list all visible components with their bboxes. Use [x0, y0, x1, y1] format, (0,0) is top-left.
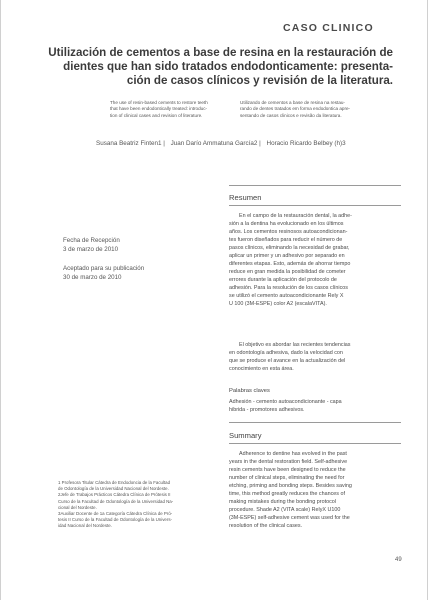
footnote-line: 3Auxiliar Docente de 1a Categoría Cátedra Clínica de Pró-: [58, 511, 173, 517]
divider: [229, 185, 401, 186]
keywords-heading: Palabras claves: [229, 388, 270, 394]
text-line: resin cements have been designed to reduce the: [229, 467, 346, 473]
text-line: etching, priming and bonding steps. Besides saving: [229, 483, 352, 489]
divider: [229, 422, 401, 423]
text-line: hibrida - promotores adhesivos.: [229, 407, 305, 413]
text-line: time, this method greatly reduces the chances of: [229, 491, 345, 497]
text-line: sión a la dentina ha evolucionado en los últimos: [229, 221, 344, 227]
portuguese-title-line: sentando de casos clinicos e revisão da literatura.: [240, 112, 342, 118]
resumen-paragraph-2: [229, 341, 399, 373]
summary-heading: Summary: [229, 431, 262, 440]
author: Susana Beatriz Finten1 |: [96, 140, 165, 147]
resumen-paragraph-1: [229, 212, 399, 308]
text-line: resolution of the clinical cases.: [229, 523, 303, 529]
footnote-line: Curso de la Facultad de Odontología de la Universidad Na-: [58, 498, 174, 504]
text-line: diferentes etapas. Esto, además de ahorrar tiempo: [229, 261, 351, 267]
text-line: aplicar un primer y un adhesivo por separado en: [229, 253, 345, 259]
text-line: years in the dental restoration field. Self-adhesive: [229, 459, 348, 465]
portuguese-title-line: rando de dentes tratados em forma endodontica apre-: [240, 106, 351, 112]
text-line: reduce en gran medida la posibilidad de cometer: [229, 269, 346, 275]
text-line: adhesión. Para la resolución de los casos clínicos: [229, 285, 348, 291]
footnote-line: cional del Nordeste.: [58, 504, 97, 510]
article-title: [40, 46, 393, 88]
english-title-line: that have been endodontically treated: introduc-: [110, 106, 208, 112]
reception-date-block: [63, 236, 183, 254]
text-line: se utilizó el cemento autoacondicionante Rely X: [229, 293, 344, 299]
footnote-line: 1 Profesora Titular Cátedra de Endodoncia de la Facultad: [58, 480, 171, 485]
text-line: Adherence to dentine has evolved in the past: [239, 451, 347, 457]
divider: [229, 443, 401, 444]
text-line: making mistakes during the bonding protocol: [229, 499, 336, 505]
reception-date: 3 de marzo de 2010: [63, 246, 119, 253]
reception-label: Fecha de Recepción: [63, 237, 120, 244]
text-line: Adhesión - cemento autoacondicionante - capa: [229, 399, 342, 405]
summary-paragraph: [229, 450, 399, 530]
acceptance-date: 30 de marzo de 2010: [63, 274, 122, 281]
title-line: ción de casos clínicos y revisión de la literatura.: [126, 74, 393, 87]
text-line: conocimiento en esta área.: [229, 366, 294, 372]
portuguese-title-line: Utilizando de cementos a base de resina na restau-: [240, 100, 345, 105]
left-page-edge: [0, 0, 1, 600]
keywords-text: [229, 398, 399, 414]
page-number: 49: [395, 557, 402, 563]
text-line: number of clinical steps, eliminating the need for: [229, 475, 345, 481]
text-line: procedure. Shade A2 (VITA scale) RelyX U100: [229, 507, 341, 513]
footnote-line: 2Jefe de Trabajos Prácticos Cátedra Clínica de Prótesis II: [58, 492, 171, 498]
portuguese-title: [240, 100, 396, 119]
title-line: Utilización de cementos a base de resina en la restauración de: [48, 46, 393, 59]
title-line: dientes que han sido tratados endodonticamente: presenta-: [63, 60, 393, 73]
text-line: errores durante la aplicación del protocolo de: [229, 277, 337, 283]
acceptance-label: Aceptado para su publicación: [63, 265, 145, 272]
footnote-line: tesis II Curso de la Facultad de Odontología de la Univers-: [58, 517, 172, 523]
english-title-line: The use of resin-based cements to restore teeth: [110, 100, 208, 105]
text-line: (3M-ESPE) self-adhesive cement was used for the: [229, 515, 350, 521]
english-title-line: tion of clinical cases and revision of literature.: [110, 112, 203, 118]
text-line: tes fueron diseñados para reducir el número de: [229, 237, 343, 243]
author-affiliations: [58, 480, 218, 530]
author-list: [96, 140, 398, 147]
text-line: años. Los cementos resinosos autoacondicionan-: [229, 229, 348, 235]
text-line: pasos clínicos, eliminando la necesidad de grabar,: [229, 245, 350, 251]
text-line: en odontología adhesiva, dado la velocidad con: [229, 350, 343, 356]
footnote-line: de Odontología de la Universidad Nacional del Nordeste.: [58, 486, 169, 492]
text-line: El objetivo es abordar las recientes tendencias: [239, 342, 351, 348]
acceptance-date-block: [63, 264, 183, 282]
text-line: U 100 (3M-ESPE) color A2 (escalaVITA).: [229, 301, 327, 307]
author: Horacio Ricardo Belbey (h)3: [266, 140, 346, 147]
footnote-line: idad Nacional del Nordeste.: [58, 523, 112, 529]
resumen-heading: Resumen: [229, 193, 262, 202]
section-label: CASO CLINICO: [283, 22, 374, 34]
text-line: En el campo de la restauración dental, la adhe-: [239, 213, 352, 219]
text-line: que se produce el avance en la actualización del: [229, 358, 346, 364]
divider: [229, 205, 401, 206]
author: Juan Darío Ammatuna García2 |: [170, 140, 261, 147]
